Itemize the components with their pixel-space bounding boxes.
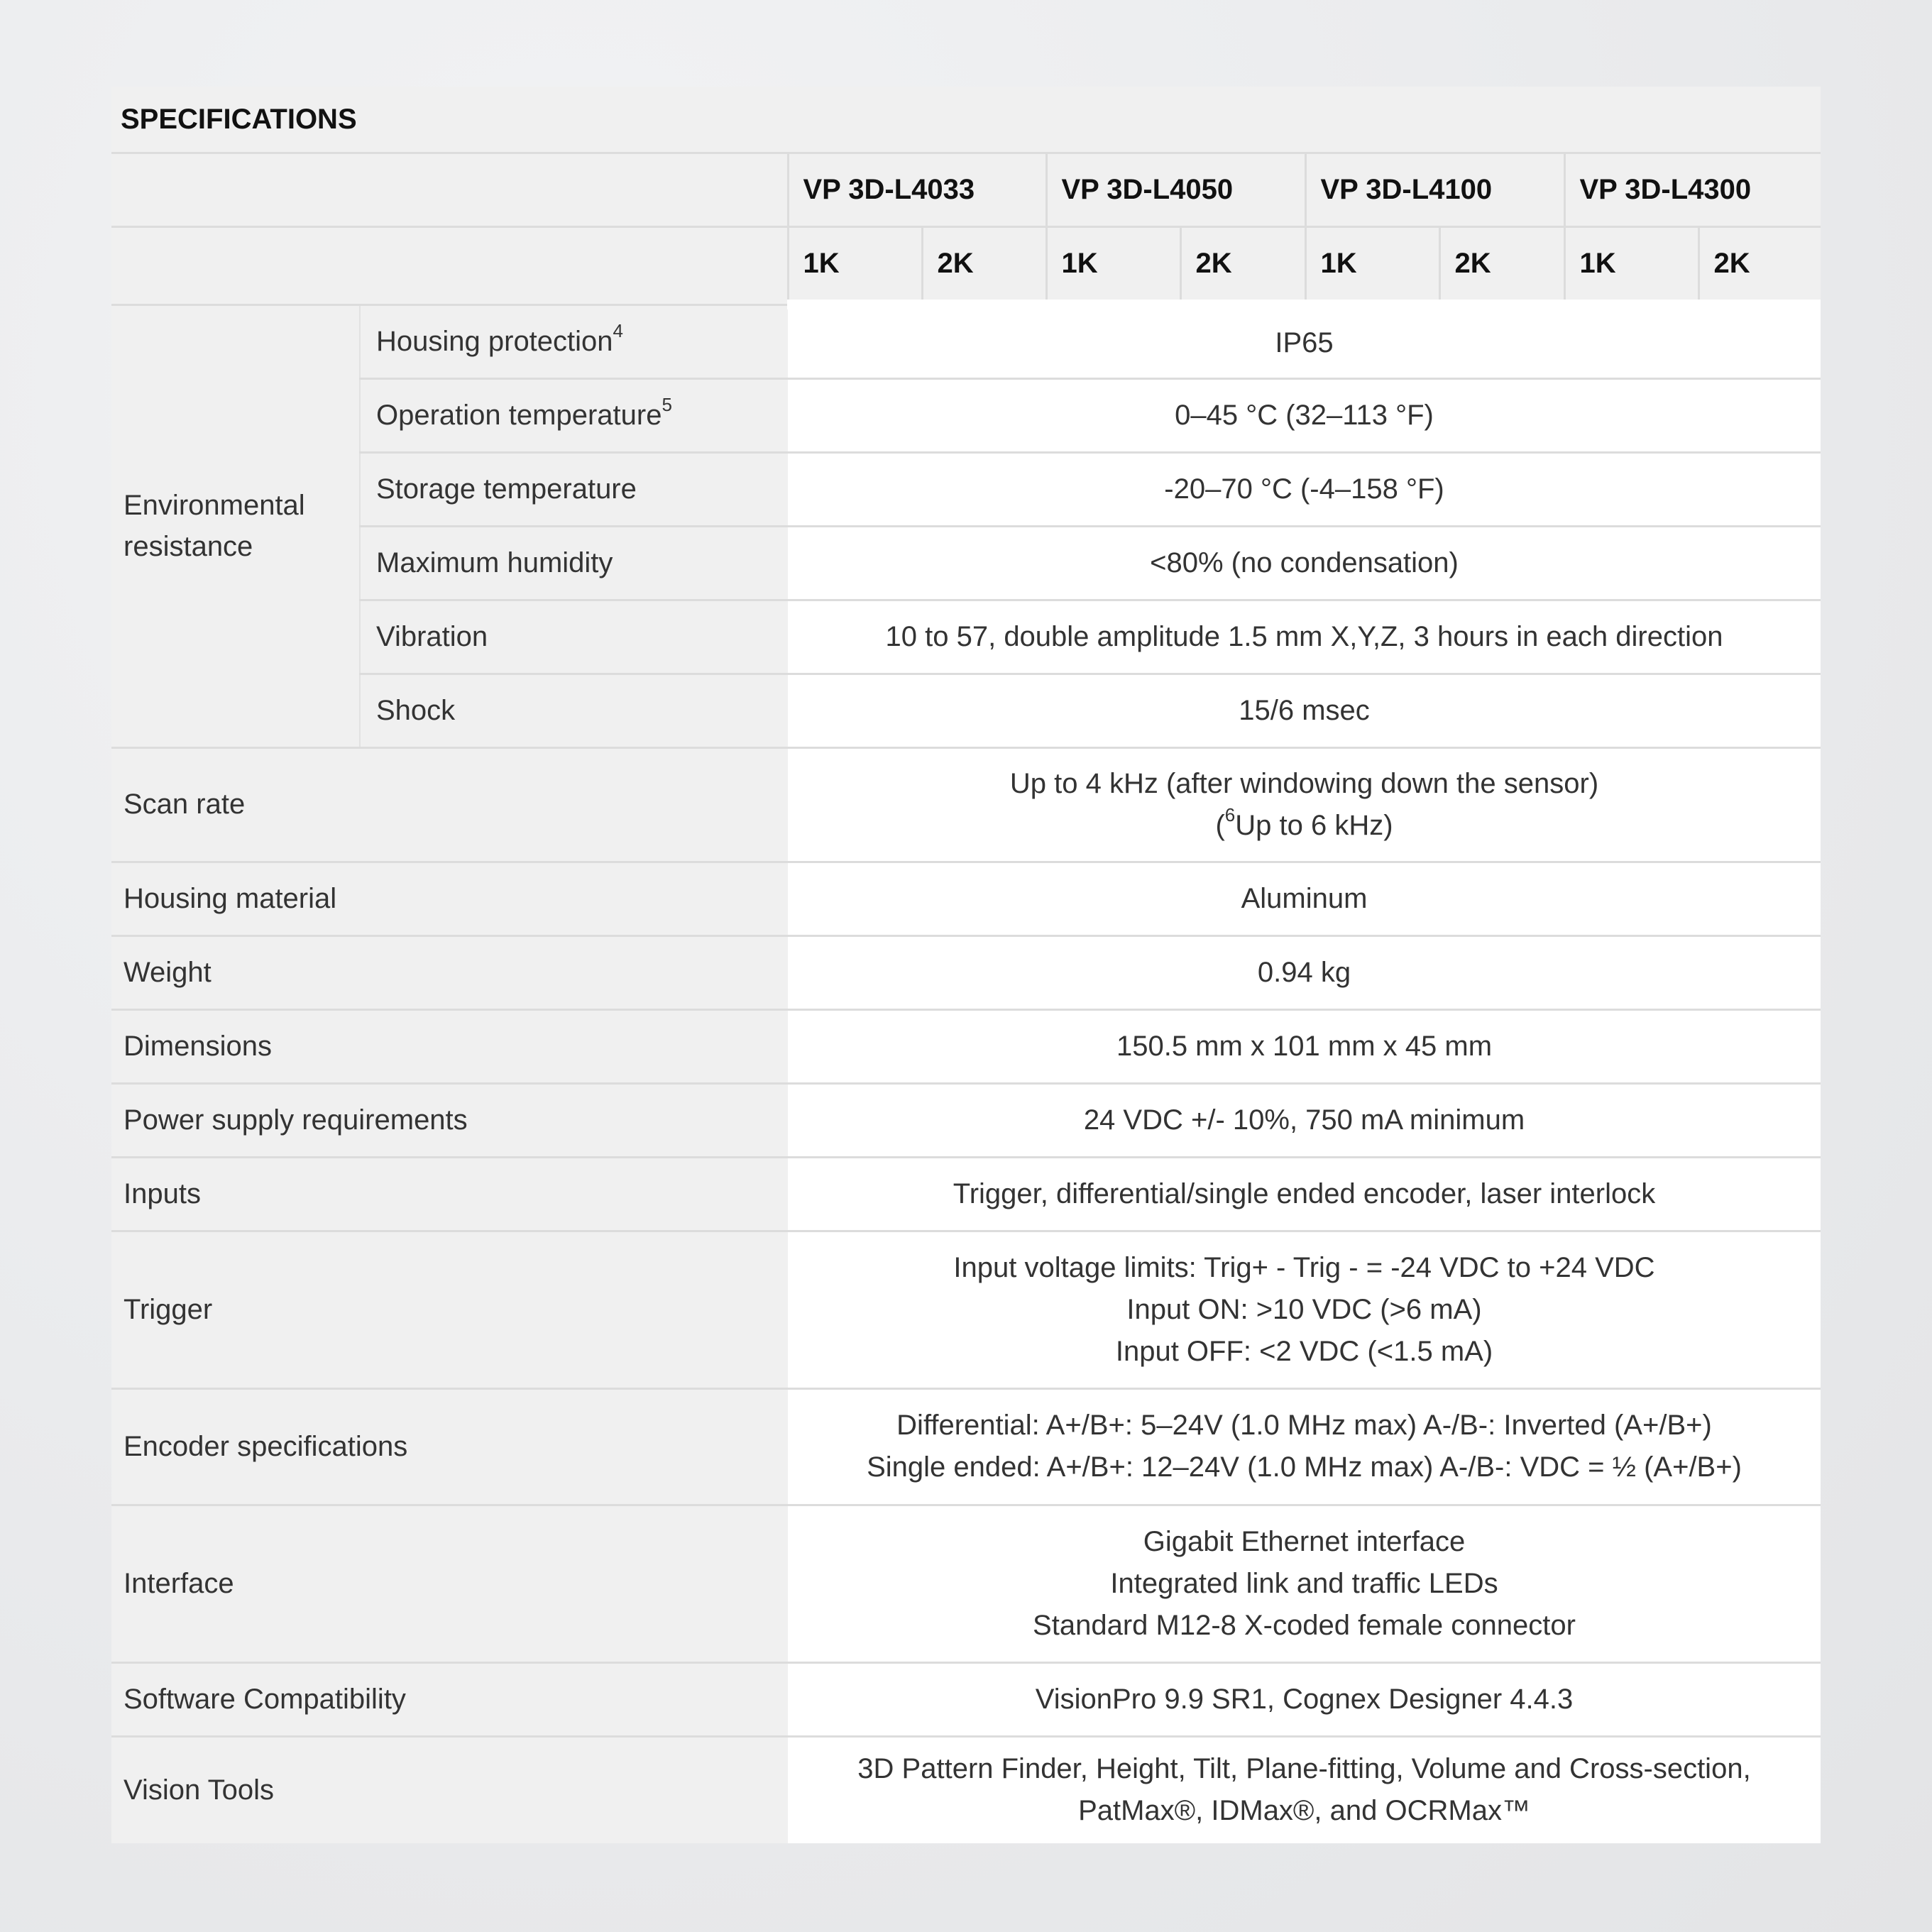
model-header: VP 3D-L4100 [1305,154,1564,226]
table-row [111,1157,1821,1231]
table-row [111,600,1821,674]
table-row [111,1662,1821,1736]
resolution-header: 1K [788,226,922,304]
resolution-header-row [111,226,1821,304]
group-label-line: Environmental [124,490,305,521]
row-value: <80% (no condensation) [788,526,1821,600]
resolution-header: 1K [1046,226,1180,304]
row-label: Operation temperature$^5$ [360,378,788,452]
row-value: Aluminum [788,862,1821,935]
row-label: Weight [111,935,788,1009]
table-row [111,378,1821,452]
row-value: Differential: A+/B+: 5–24V (1.0 MHz max) A-/B-: Inverted (A+/B+) Single ended: A+/B+: 12–24V (1.0 MHz max) A-/B-: VDC = ½ (A+/B+) [788,1388,1821,1505]
row-label: Software Compatibility [111,1662,788,1736]
row-value: 15/6 msec [788,674,1821,747]
model-header-row [111,154,1821,226]
model-header: VP 3D-L4033 [788,154,1046,226]
resolution-header: 2K [1439,226,1564,304]
row-label: Trigger [111,1231,788,1388]
resolution-header: 1K [1564,226,1698,304]
row-value: 0.94 kg [788,935,1821,1009]
resolution-header: 2K [922,226,1046,304]
row-label: Shock [360,674,788,747]
row-value: Up to 4 kHz (after windowing down the sensor) ($^6$Up to 6 kHz) [788,747,1821,862]
table-row [111,1388,1821,1505]
row-label: Vision Tools [111,1736,788,1843]
resolution-header: 1K [1305,226,1439,304]
row-value: Trigger, differential/single ended encoder, laser interlock [788,1157,1821,1231]
table-row [111,674,1821,747]
resolution-header: 2K [1698,226,1821,304]
row-value: 0–45 °C (32–113 °F) [788,378,1821,452]
resolution-header: 2K [1180,226,1305,304]
row-value: VisionPro 9.9 SR1, Cognex Designer 4.4.3 [788,1662,1821,1736]
row-label: Inputs [111,1157,788,1231]
row-value: 24 VDC +/- 10%, 750 mA minimum [788,1083,1821,1157]
table-row [111,1505,1821,1662]
table-row [111,935,1821,1009]
table-row [111,1231,1821,1388]
specifications-document [111,87,1821,1843]
row-value: Gigabit Ethernet interface Integrated link and traffic LEDs Standard M12-8 X-coded female connector [788,1505,1821,1662]
row-label: Power supply requirements [111,1083,788,1157]
row-value: 150.5 mm x 101 mm x 45 mm [788,1009,1821,1083]
row-value: Input voltage limits: Trig+ - Trig - = -24 VDC to +24 VDC Input ON: >10 VDC (>6 mA) Input OFF: <2 VDC (<1.5 mA) [788,1231,1821,1388]
header-blank-cell [111,154,788,226]
row-value: 10 to 57, double amplitude 1.5 mm X,Y,Z, 3 hours in each direction [788,600,1821,674]
row-label: Scan rate [111,747,788,862]
table-row [111,1009,1821,1083]
table-row [111,747,1821,862]
header-blank-cell [111,226,788,304]
table-row [111,526,1821,600]
table-row [111,1083,1821,1157]
row-value: IP65 [788,304,1821,378]
model-header: VP 3D-L4050 [1046,154,1305,226]
row-value: -20–70 °C (-4–158 °F) [788,452,1821,526]
row-label: Dimensions [111,1009,788,1083]
row-label: Housing protection$^4$ [360,304,788,378]
row-label: Maximum humidity [360,526,788,600]
row-label: Storage temperature [360,452,788,526]
table-row [111,1736,1821,1843]
table-row [111,452,1821,526]
row-label: Encoder specifications [111,1388,788,1505]
table-row [111,862,1821,935]
model-header: VP 3D-L4300 [1564,154,1821,226]
row-label: Interface [111,1505,788,1662]
row-label: Housing material [111,862,788,935]
specifications-title: SPECIFICATIONS [111,87,1821,154]
row-value: 3D Pattern Finder, Height, Tilt, Plane-fitting, Volume and Cross-section, PatMax®, IDMax®, and OCRMax™ [788,1736,1821,1843]
table-row [111,304,1821,378]
environmental-group-label [111,304,360,747]
group-label-line: resistance [124,531,253,562]
specifications-table [111,154,1821,1843]
row-label: Vibration [360,600,788,674]
